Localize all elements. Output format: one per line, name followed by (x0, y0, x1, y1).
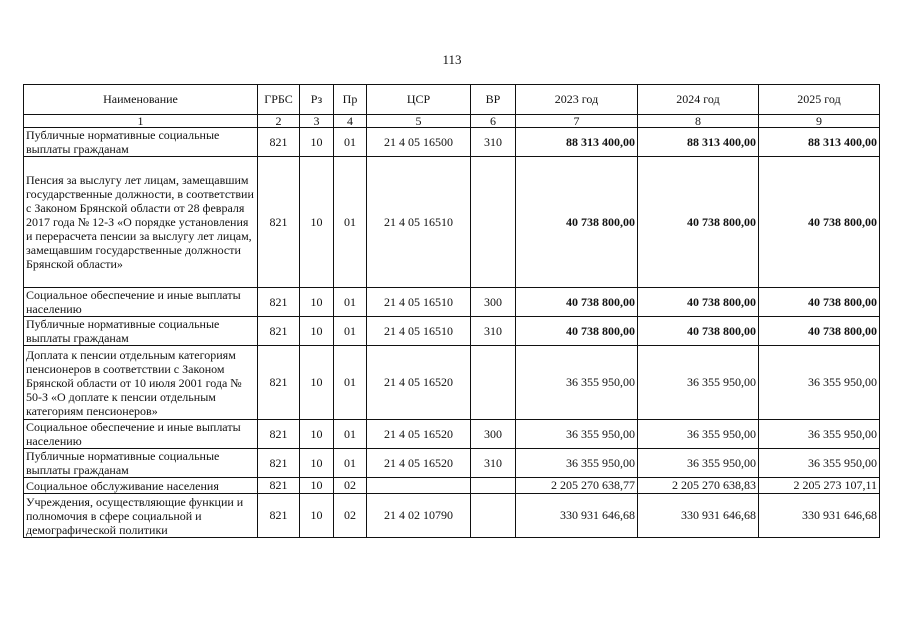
column-number: 7 (516, 115, 638, 128)
cell-2024: 2 205 270 638,83 (638, 478, 759, 494)
cell-rz: 10 (300, 449, 334, 478)
page-number: 113 (442, 52, 462, 67)
cell-2024: 40 738 800,00 (638, 317, 759, 346)
cell-csr: 21 4 05 16510 (367, 317, 471, 346)
cell-rz: 10 (300, 494, 334, 538)
column-number-row (24, 115, 880, 128)
column-number: 9 (759, 115, 880, 128)
cell-2023: 36 355 950,00 (516, 346, 638, 420)
cell-rz: 10 (300, 128, 334, 157)
cell-vr: 310 (471, 449, 516, 478)
cell-rz: 10 (300, 346, 334, 420)
cell-2025: 2 205 273 107,11 (759, 478, 880, 494)
cell-2025: 40 738 800,00 (759, 317, 880, 346)
budget-table (23, 84, 880, 538)
table-row (24, 494, 880, 538)
cell-2023: 88 313 400,00 (516, 128, 638, 157)
cell-grbs: 821 (258, 317, 300, 346)
cell-grbs: 821 (258, 157, 300, 288)
cell-2024: 40 738 800,00 (638, 288, 759, 317)
cell-name: Публичные нормативные социальные выплаты гражданам (24, 449, 258, 478)
cell-name: Социальное обслуживание населения (24, 478, 258, 494)
table-row (24, 317, 880, 346)
table-body (24, 128, 880, 538)
cell-vr: 310 (471, 128, 516, 157)
cell-vr: 310 (471, 317, 516, 346)
cell-name: Социальное обеспечение и иные выплаты населению (24, 288, 258, 317)
header-csr: ЦСР (367, 85, 471, 115)
cell-rz: 10 (300, 317, 334, 346)
cell-csr: 21 4 05 16520 (367, 420, 471, 449)
cell-2024: 36 355 950,00 (638, 449, 759, 478)
cell-name: Публичные нормативные социальные выплаты гражданам (24, 317, 258, 346)
header-2025: 2025 год (759, 85, 880, 115)
cell-2025: 88 313 400,00 (759, 128, 880, 157)
cell-2023: 40 738 800,00 (516, 157, 638, 288)
column-number: 2 (258, 115, 300, 128)
cell-2023: 36 355 950,00 (516, 449, 638, 478)
cell-2023: 36 355 950,00 (516, 420, 638, 449)
cell-name: Пенсия за выслугу лет лицам, замещавшим государственные должности, в соответствии с Законом Брянской области от 28 февраля 2017 года № 12-З «О порядке установления и перерасчета пенсии за выслугу лет лицам, замещавшим государственные должности Брянской области» (24, 157, 258, 288)
header-vr: ВР (471, 85, 516, 115)
cell-2025: 330 931 646,68 (759, 494, 880, 538)
cell-2025: 36 355 950,00 (759, 449, 880, 478)
header-pr: Пр (334, 85, 367, 115)
cell-2024: 40 738 800,00 (638, 157, 759, 288)
cell-csr (367, 478, 471, 494)
table-row (24, 346, 880, 420)
cell-pr: 01 (334, 346, 367, 420)
cell-pr: 01 (334, 128, 367, 157)
cell-pr: 01 (334, 288, 367, 317)
column-number: 4 (334, 115, 367, 128)
header-name: Наименование (24, 85, 258, 115)
cell-2025: 36 355 950,00 (759, 420, 880, 449)
cell-2023: 40 738 800,00 (516, 317, 638, 346)
cell-name: Социальное обеспечение и иные выплаты населению (24, 420, 258, 449)
cell-vr: 300 (471, 288, 516, 317)
cell-csr: 21 4 05 16510 (367, 157, 471, 288)
cell-2023: 330 931 646,68 (516, 494, 638, 538)
cell-name: Доплата к пенсии отдельным категориям пенсионеров в соответствии с Законом Брянской области от 10 июля 2001 года № 50-З «О доплате к пенсии отдельным категориям пенсионеров» (24, 346, 258, 420)
header-2024: 2024 год (638, 85, 759, 115)
header-rz: Рз (300, 85, 334, 115)
cell-grbs: 821 (258, 346, 300, 420)
cell-vr (471, 346, 516, 420)
cell-vr: 300 (471, 420, 516, 449)
table-row (24, 449, 880, 478)
cell-rz: 10 (300, 420, 334, 449)
header-row (24, 85, 880, 115)
cell-2024: 330 931 646,68 (638, 494, 759, 538)
cell-grbs: 821 (258, 420, 300, 449)
column-number: 1 (24, 115, 258, 128)
cell-pr: 01 (334, 157, 367, 288)
header-grbs: ГРБС (258, 85, 300, 115)
cell-vr (471, 478, 516, 494)
table-row (24, 420, 880, 449)
cell-rz: 10 (300, 288, 334, 317)
cell-grbs: 821 (258, 494, 300, 538)
table-row (24, 478, 880, 494)
column-number: 6 (471, 115, 516, 128)
cell-name: Публичные нормативные социальные выплаты гражданам (24, 128, 258, 157)
column-number: 3 (300, 115, 334, 128)
cell-pr: 01 (334, 420, 367, 449)
cell-grbs: 821 (258, 478, 300, 494)
cell-csr: 21 4 05 16520 (367, 449, 471, 478)
cell-2024: 36 355 950,00 (638, 346, 759, 420)
cell-csr: 21 4 05 16500 (367, 128, 471, 157)
column-number: 5 (367, 115, 471, 128)
cell-pr: 01 (334, 317, 367, 346)
cell-grbs: 821 (258, 288, 300, 317)
cell-2024: 88 313 400,00 (638, 128, 759, 157)
table-row (24, 288, 880, 317)
cell-2025: 40 738 800,00 (759, 288, 880, 317)
cell-vr (471, 494, 516, 538)
cell-rz: 10 (300, 478, 334, 494)
column-number: 8 (638, 115, 759, 128)
cell-csr: 21 4 02 10790 (367, 494, 471, 538)
cell-csr: 21 4 05 16520 (367, 346, 471, 420)
cell-grbs: 821 (258, 449, 300, 478)
cell-2025: 40 738 800,00 (759, 157, 880, 288)
header-2023: 2023 год (516, 85, 638, 115)
cell-2023: 2 205 270 638,77 (516, 478, 638, 494)
cell-vr (471, 157, 516, 288)
table-row (24, 157, 880, 288)
cell-2023: 40 738 800,00 (516, 288, 638, 317)
cell-pr: 02 (334, 494, 367, 538)
cell-grbs: 821 (258, 128, 300, 157)
cell-pr: 02 (334, 478, 367, 494)
cell-csr: 21 4 05 16510 (367, 288, 471, 317)
cell-2024: 36 355 950,00 (638, 420, 759, 449)
table-row (24, 128, 880, 157)
cell-name: Учреждения, осуществляющие функции и полномочия в сфере социальной и демографической политики (24, 494, 258, 538)
cell-rz: 10 (300, 157, 334, 288)
cell-2025: 36 355 950,00 (759, 346, 880, 420)
cell-pr: 01 (334, 449, 367, 478)
